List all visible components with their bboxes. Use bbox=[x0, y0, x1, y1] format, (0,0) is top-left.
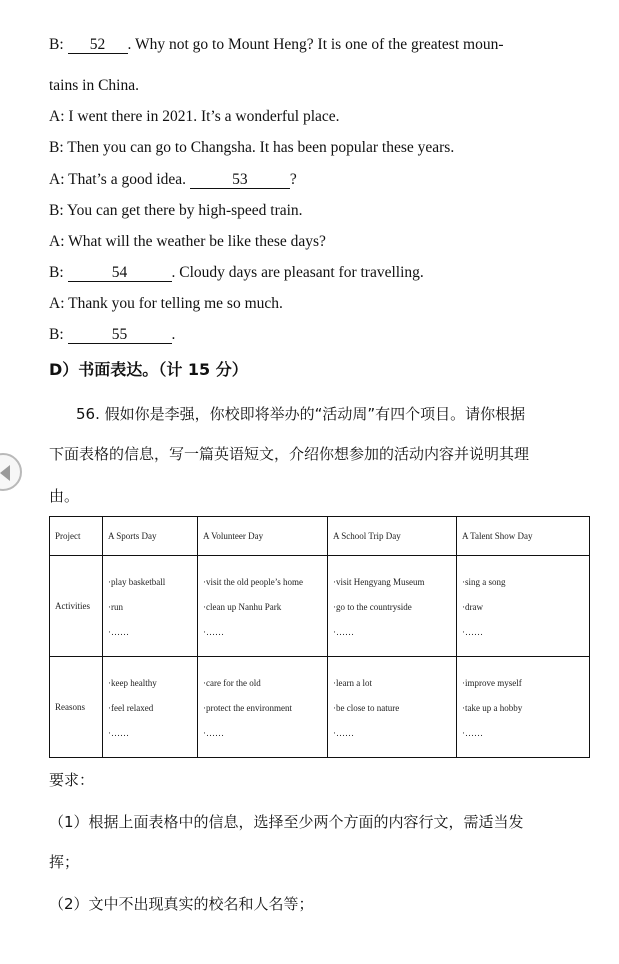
back-button[interactable] bbox=[0, 453, 22, 491]
prompt-line-2: 下面表格的信息，写一篇英语短文，介绍你想参加的活动内容并说明其理 bbox=[49, 445, 530, 463]
table-cell: ·visit Hengyang Museum ·go to the countryside ·…… bbox=[328, 556, 457, 657]
table-cell: ·visit the old people’s home ·clean up Nanhu Park ·…… bbox=[198, 556, 328, 657]
table-cell: ·keep healthy ·feel relaxed ·…… bbox=[103, 657, 198, 758]
requirements-title: 要求： bbox=[49, 771, 95, 789]
row-label: Activities bbox=[50, 556, 103, 657]
speaker: B: bbox=[49, 264, 64, 281]
table-row-reasons bbox=[50, 657, 590, 758]
table-row-activities bbox=[50, 556, 590, 657]
table-header-cell: A Sports Day bbox=[103, 517, 198, 556]
speaker: B: bbox=[49, 139, 64, 156]
speaker: A: bbox=[49, 108, 65, 125]
prompt-line-1: 56. 假如你是李强，你校即将举办的“活动周”有四个项目。请你根据 bbox=[76, 405, 526, 423]
dialogue-line-2: tains in China. bbox=[49, 77, 139, 94]
table-header-row bbox=[50, 517, 590, 556]
table-header-cell: A Talent Show Day bbox=[457, 517, 590, 556]
speaker: B: bbox=[49, 326, 64, 343]
answer-blank-52[interactable]: 52 bbox=[68, 36, 128, 54]
row-label: Reasons bbox=[50, 657, 103, 758]
speaker: A: bbox=[49, 233, 65, 250]
requirement-1-line-2: 挥； bbox=[49, 853, 80, 871]
table-header-cell: Project bbox=[50, 517, 103, 556]
speaker: A: bbox=[49, 295, 65, 312]
dialogue-line-6: B: You can get there by high-speed train. bbox=[49, 202, 303, 219]
requirement-2: （2）文中不出现真实的校名和人名等； bbox=[49, 895, 314, 913]
dialogue-line-3: A: I went there in 2021. It’s a wonderful place. bbox=[49, 108, 340, 125]
table-header-cell: A Volunteer Day bbox=[198, 517, 328, 556]
table-cell: ·sing a song ·draw ·…… bbox=[457, 556, 590, 657]
dialogue-line-9: A: Thank you for telling me so much. bbox=[49, 295, 283, 312]
answer-blank-54[interactable]: 54 bbox=[68, 264, 172, 282]
table-cell: ·learn a lot ·be close to nature ·…… bbox=[328, 657, 457, 758]
speaker: B: bbox=[49, 202, 64, 219]
dialogue-line-7: A: What will the weather be like these days? bbox=[49, 233, 326, 250]
table-header-cell: A School Trip Day bbox=[328, 517, 457, 556]
dialogue-line-5: A: That’s a good idea. 53 ? bbox=[49, 171, 297, 188]
table-cell: ·improve myself ·take up a hobby ·…… bbox=[457, 657, 590, 758]
answer-blank-55[interactable]: 55 bbox=[68, 326, 172, 344]
table-cell: ·care for the old ·protect the environment ·…… bbox=[198, 657, 328, 758]
dialogue-line-10: B: 55 . bbox=[49, 326, 176, 343]
chevron-left-icon bbox=[0, 465, 10, 481]
dialogue-line-8: B: 54 . Cloudy days are pleasant for travelling. bbox=[49, 264, 424, 281]
table-cell: ·play basketball ·run ·…… bbox=[103, 556, 198, 657]
speaker: A: bbox=[49, 171, 65, 188]
dialogue-line-4: B: Then you can go to Changsha. It has been popular these years. bbox=[49, 139, 455, 156]
requirement-1-line-1: （1）根据上面表格中的信息，选择至少两个方面的内容行文，需适当发 bbox=[49, 813, 524, 831]
prompt-line-3: 由。 bbox=[49, 487, 80, 505]
section-heading: D）书面表达。（计 15 分） bbox=[49, 360, 248, 379]
dialogue-line-1: B: 52 . Why not go to Mount Heng? It is one of the greatest moun- bbox=[49, 36, 504, 53]
answer-blank-53[interactable]: 53 bbox=[190, 171, 290, 189]
activity-table bbox=[49, 516, 590, 758]
speaker: B: bbox=[49, 36, 64, 53]
